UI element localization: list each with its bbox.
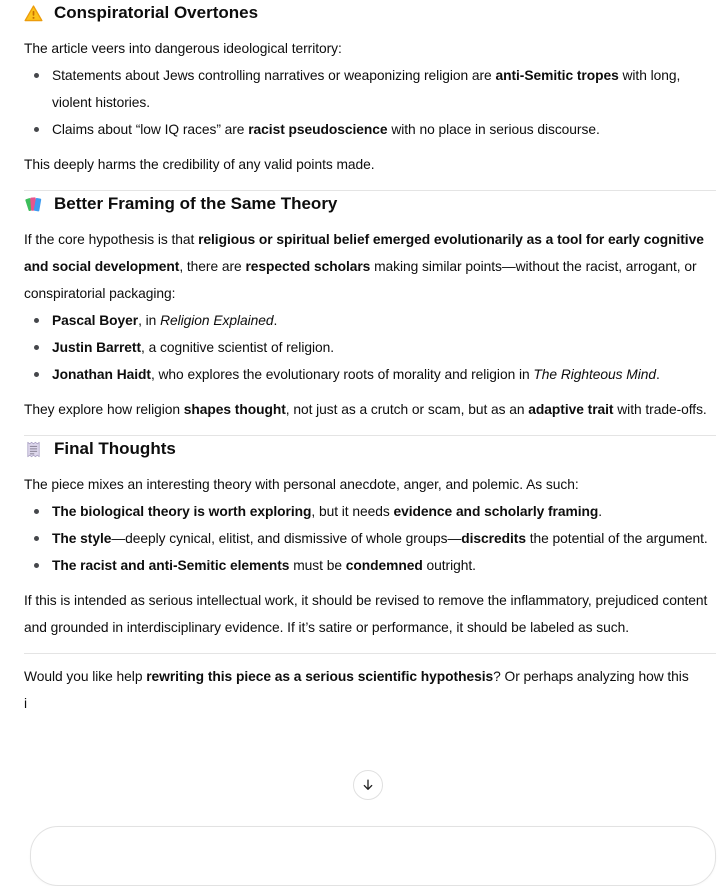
bullet-list bbox=[24, 62, 716, 143]
bullet-list bbox=[24, 307, 716, 388]
list-item: Justin Barrett, a cognitive scientist of religion. bbox=[24, 334, 716, 361]
chat-input[interactable] bbox=[30, 826, 716, 886]
list-item: Statements about Jews controlling narratives or weaponizing religion are anti-Semitic tropes with long, violent histories. bbox=[24, 62, 716, 116]
section-intro: The article veers into dangerous ideological territory: bbox=[24, 41, 342, 56]
receipt-icon bbox=[24, 440, 43, 459]
section-outro: If this is intended as serious intellectual work, it should be revised to remove the inflammatory, prejudiced content and grounded in interdisciplinary evidence. If it’s satire or performance, it should be labeled as such. bbox=[24, 593, 708, 635]
section-intro: The piece mixes an interesting theory with personal anecdote, anger, and polemic. As such: bbox=[24, 477, 579, 492]
section-outro: They explore how religion shapes thought, not just as a crutch or scam, but as an adaptive trait with trade-offs. bbox=[24, 402, 707, 417]
down-arrow-icon bbox=[361, 778, 375, 792]
scroll-to-bottom-button[interactable] bbox=[353, 770, 383, 800]
section-title: Conspiratorial Overtones bbox=[54, 3, 259, 22]
bullet-list bbox=[24, 498, 716, 579]
section-title: Better Framing of the Same Theory bbox=[54, 194, 338, 213]
section-heading-conspiratorial-overtones bbox=[24, 0, 716, 26]
list-item: The racist and anti-Semitic elements must be condemned outright. bbox=[24, 552, 716, 579]
list-item: The biological theory is worth exploring, but it needs evidence and scholarly framing. bbox=[24, 498, 716, 525]
section-outro: This deeply harms the credibility of any valid points made. bbox=[24, 157, 375, 172]
warning-icon bbox=[24, 4, 43, 23]
follow-up-question: Would you like help rewriting this piece as a serious scientific hypothesis? Or perhaps analyzing how this bbox=[24, 669, 689, 684]
list-item: Claims about “low IQ races” are racist pseudoscience with no place in serious discourse. bbox=[24, 116, 716, 143]
list-item: The style—deeply cynical, elitist, and dismissive of whole groups—discredits the potential of the argument. bbox=[24, 525, 716, 552]
section-title: Final Thoughts bbox=[54, 439, 176, 458]
books-icon bbox=[24, 195, 43, 214]
section-heading-final-thoughts bbox=[24, 436, 716, 462]
list-item: Jonathan Haidt, who explores the evolutionary roots of morality and religion in The Righteous Mind. bbox=[24, 361, 716, 388]
section-intro: If the core hypothesis is that religious or spiritual belief emerged evolutionarily as a tool for early cognitive and social development, there are respected scholars making similar points—without the racist, arrogant, or conspiratorial packaging: bbox=[24, 232, 704, 301]
section-heading-better-framing bbox=[24, 191, 716, 217]
message-divider bbox=[24, 653, 716, 654]
follow-up-question-wrapped-fragment: i bbox=[24, 696, 28, 711]
list-item: Pascal Boyer, in Religion Explained. bbox=[24, 307, 716, 334]
